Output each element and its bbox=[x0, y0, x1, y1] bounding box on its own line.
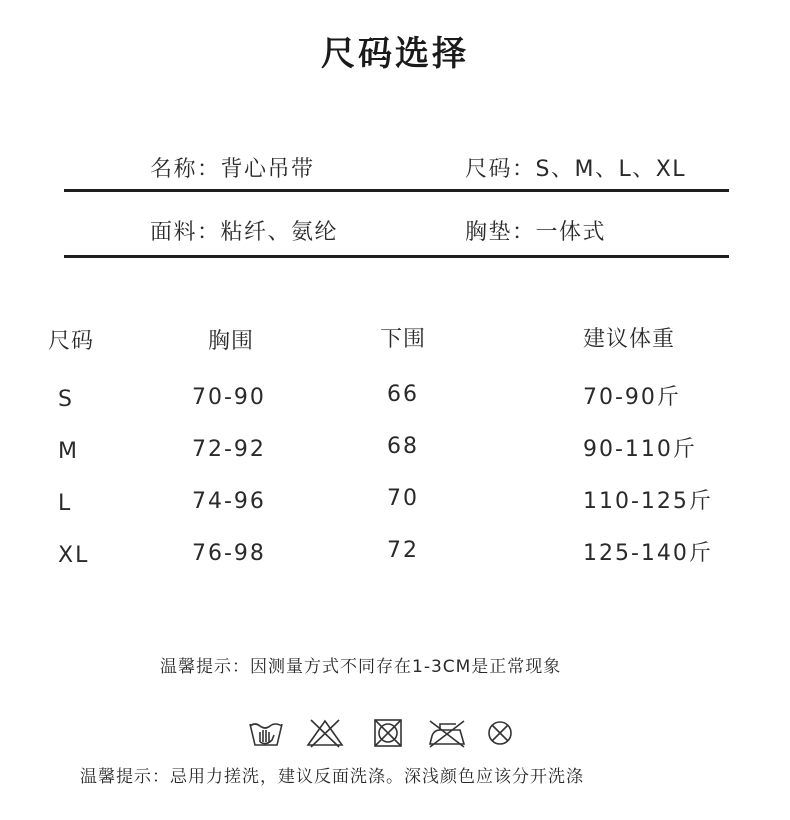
header-chest: 胸围 bbox=[208, 329, 255, 354]
divider bbox=[64, 189, 729, 192]
table-cell: 68 bbox=[387, 434, 419, 459]
table-cell: 90-110斤 bbox=[583, 437, 697, 462]
table-cell: 74-96 bbox=[192, 489, 266, 514]
table-cell: 72-92 bbox=[192, 437, 266, 462]
page-title: 尺码选择 bbox=[321, 34, 469, 74]
table-cell: M bbox=[58, 439, 79, 464]
table-cell: 70 bbox=[387, 486, 419, 511]
table-cell: 66 bbox=[387, 382, 419, 407]
washing-note: 温馨提示：忌用力搓洗，建议反面洗涤。深浅颜色应该分开洗涤 bbox=[80, 767, 584, 787]
table-cell: 70-90斤 bbox=[583, 385, 681, 410]
table-cell: 76-98 bbox=[192, 541, 266, 566]
do-not-bleach-icon bbox=[305, 718, 345, 748]
header-size: 尺码 bbox=[48, 329, 95, 354]
table-cell: 70-90 bbox=[192, 385, 266, 410]
table-cell: 72 bbox=[387, 538, 419, 563]
size-options: 尺码：S、M、L、XL bbox=[465, 157, 687, 182]
table-cell: L bbox=[58, 491, 73, 516]
pad-info: 胸垫：一体式 bbox=[465, 220, 607, 245]
table-cell: XL bbox=[58, 543, 90, 568]
hand-wash-icon bbox=[248, 718, 284, 748]
fabric-info: 面料：粘纤、氨纶 bbox=[150, 220, 339, 245]
header-weight: 建议体重 bbox=[583, 327, 676, 352]
do-not-tumble-dry-icon bbox=[372, 718, 404, 748]
do-not-dry-clean-icon bbox=[486, 718, 514, 748]
divider bbox=[64, 255, 729, 258]
product-name: 名称：背心吊带 bbox=[150, 157, 315, 182]
do-not-iron-icon bbox=[426, 718, 468, 748]
header-underbust: 下围 bbox=[380, 327, 427, 352]
table-cell: 110-125斤 bbox=[583, 489, 713, 514]
table-cell: S bbox=[58, 387, 74, 412]
measurement-note: 温馨提示：因测量方式不同存在1-3CM是正常现象 bbox=[160, 657, 562, 677]
table-cell: 125-140斤 bbox=[583, 541, 713, 566]
